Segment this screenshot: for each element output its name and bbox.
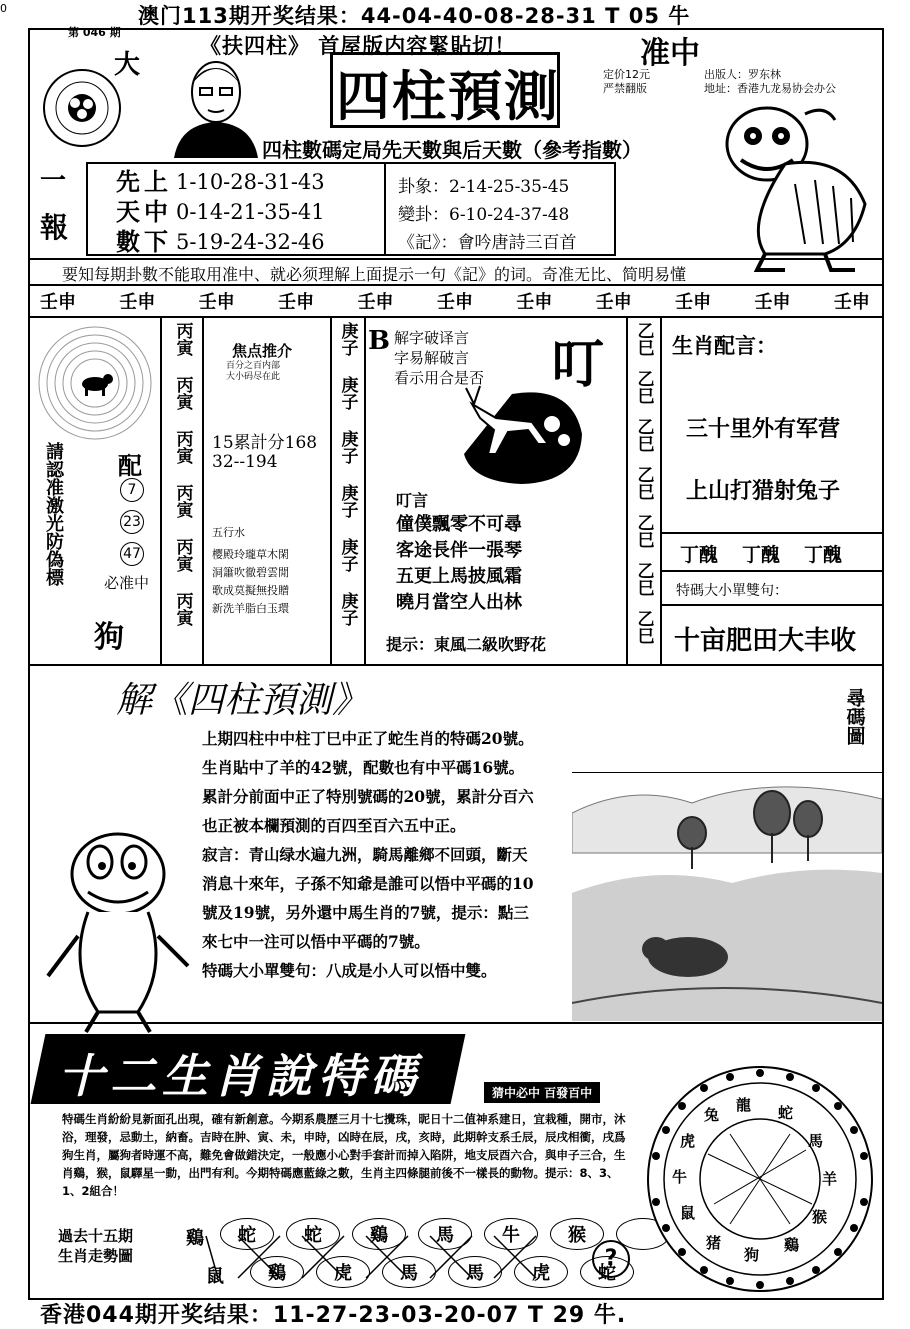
dingchou-item: 丁醜 bbox=[680, 544, 719, 566]
macau-result: 澳门113期开奖结果：44-04-40-08-28-31 T 05 牛 bbox=[138, 4, 691, 28]
must-hit: 必准中 bbox=[104, 574, 150, 592]
trend-item: 馬 bbox=[448, 1256, 502, 1288]
col-divider bbox=[330, 318, 332, 666]
seal-stamp bbox=[42, 68, 122, 148]
gengzi-item: 庚子 bbox=[337, 430, 358, 464]
hk-result: 香港044期开奖结果：11-27-23-03-20-07 T 29 牛. bbox=[40, 1303, 627, 1328]
wheel-label: 龍 bbox=[736, 1096, 752, 1114]
publisher: 出版人：罗东林 bbox=[704, 68, 781, 81]
trend-item: 鷄 bbox=[352, 1218, 406, 1250]
notice-top-rule bbox=[30, 258, 882, 260]
dingchou-item: 丁醜 bbox=[742, 544, 781, 566]
pillar-row bbox=[116, 197, 325, 227]
bottom-tag: 猜中必中 百發百中 bbox=[484, 1082, 600, 1103]
explain-title: 解《四柱預測》 bbox=[116, 680, 369, 721]
focus-poem bbox=[212, 546, 289, 618]
renshen-item: 壬申 bbox=[357, 292, 394, 313]
wheel-label: 牛 bbox=[672, 1168, 688, 1186]
trend-item: 鷄 bbox=[250, 1256, 304, 1288]
lion-dance-image bbox=[705, 94, 880, 274]
explain-line: 寂言：青山绿水遍九洲，騎馬離鄉不回頭，斷天 bbox=[202, 845, 528, 864]
pillar-numbers: 5-19-24-32-46 bbox=[176, 230, 325, 254]
wheel-label: 鷄 bbox=[784, 1236, 800, 1254]
trend-item: 馬 bbox=[418, 1218, 472, 1250]
col-divider bbox=[660, 318, 662, 666]
zodiac-rule bbox=[662, 532, 882, 534]
explain-line: 消息十來年，子孫不知爺是誰可以悟中平碼的10 bbox=[202, 874, 534, 893]
zodiac-rule bbox=[662, 604, 882, 606]
pillar-key: 下 bbox=[144, 227, 168, 256]
page-title: 四柱預測 bbox=[336, 64, 560, 128]
slogan: 《扶四柱》 首屋版内容緊貼切！ bbox=[200, 33, 517, 58]
bingyin-item: 丙寅 bbox=[172, 538, 193, 572]
poem-line: 樱殿玲瓏草木閑 bbox=[212, 548, 289, 561]
dingchou-row bbox=[680, 540, 842, 567]
yisi-item: 乙巳 bbox=[633, 562, 654, 596]
teji-label: 特碼大小單雙句： bbox=[676, 583, 788, 599]
pillar-key: 先 bbox=[116, 167, 140, 196]
pillar-rows bbox=[116, 167, 325, 257]
explain-line: 也正被本欄預測的百四至百六五中正。 bbox=[202, 816, 466, 835]
verse-line: 曉月當空人出林 bbox=[396, 592, 522, 613]
wheel-label: 馬 bbox=[808, 1132, 824, 1150]
ji-line: 《記》：會吟唐詩三百首 bbox=[398, 233, 577, 253]
focus-sub1: 百分之百内部 bbox=[226, 361, 281, 371]
col-divider bbox=[160, 318, 162, 666]
renshen-row bbox=[40, 288, 870, 314]
explain-line: 特碼大小單雙句：八成是小人可以悟中雙。 bbox=[202, 961, 497, 980]
wheel-label: 虎 bbox=[680, 1132, 696, 1150]
renshen-item: 壬申 bbox=[436, 292, 473, 313]
pei-label: 配 bbox=[118, 451, 142, 480]
trend-label-line: 生肖走勢圖 bbox=[58, 1247, 134, 1265]
focus-title: 焦点推介 bbox=[232, 342, 293, 360]
trend-item: 虎 bbox=[514, 1256, 568, 1288]
trend-item: 蛇 bbox=[220, 1218, 274, 1250]
yisi-column bbox=[629, 322, 659, 658]
verse bbox=[396, 512, 522, 616]
riddle-badge: B bbox=[368, 326, 390, 356]
renshen-item: 壬申 bbox=[675, 292, 712, 313]
side-char-big: 大 bbox=[114, 50, 141, 80]
trend-label bbox=[58, 1226, 133, 1266]
poem-line: 歌成莫擬無投贈 bbox=[212, 584, 289, 597]
trend-item: 猴 bbox=[550, 1218, 604, 1250]
issue-number: 第 046 期 bbox=[68, 26, 121, 39]
bingyin-item: 丙寅 bbox=[172, 430, 193, 464]
trend-item: 虎 bbox=[316, 1256, 370, 1288]
notice-bottom-rule bbox=[30, 284, 882, 286]
slogan-tail: 准中 bbox=[640, 36, 700, 71]
dog-zodiac: 狗 bbox=[94, 620, 124, 655]
bottom-body: 特碼生肖紛紛見新面孔出現，確有新創意。今期系農歷三月十七攪珠，昵日十二值神系建日，宜栽種，開市，沐浴，理發，忌動土，納畜。吉時在肿、寅、未，申時，凶時在辰，戌，亥時，此期幹支系壬辰，辰戌相衝，戌爲狗生肖，屬狗者時運不高，難免會做錯決定，一般應小心對手套計而掉入陷阱，地支辰酉六合，與申子三合，生肖鷄，猴，鼠驛星一動，出門有利。今期特碼應藍綠之數，生肖主四條腿前後不一樣長的動物。提示：8、3、1、2組合！ bbox=[62, 1112, 626, 1198]
verse-title: 叮言 bbox=[396, 491, 429, 510]
address: 地址：香港九龙易协会办公 bbox=[704, 82, 836, 95]
bingyin-item: 丙寅 bbox=[172, 484, 193, 518]
wheel-label: 猪 bbox=[706, 1234, 722, 1252]
bingyin-item: 丙寅 bbox=[172, 322, 193, 356]
wheel-label: 鼠 bbox=[680, 1204, 696, 1222]
deer-image bbox=[452, 384, 588, 488]
renshen-item: 壬申 bbox=[278, 292, 315, 313]
gua-numbers: 卦象：2-14-25-35-45 bbox=[398, 177, 570, 197]
portrait-image bbox=[170, 54, 262, 158]
pillar-key: 數 bbox=[116, 227, 140, 256]
wheel-labels bbox=[640, 1064, 880, 1294]
renshen-item: 壬申 bbox=[40, 292, 76, 313]
explain-line: 累計分前面中正了特別號碼的20號，累計分百六 bbox=[202, 787, 534, 806]
trend-item: 馬 bbox=[382, 1256, 436, 1288]
pillar-key: 上 bbox=[144, 167, 168, 196]
teji-line: 十亩肥田大丰收 bbox=[674, 626, 857, 656]
pillar-row bbox=[116, 227, 325, 257]
explain-side: 尋碼圖 bbox=[843, 688, 866, 745]
pei-number: 7 bbox=[120, 478, 144, 502]
col-divider bbox=[364, 318, 366, 666]
yisi-item: 乙巳 bbox=[633, 514, 654, 548]
col-divider bbox=[202, 318, 204, 666]
riddle-line: 解字破译言 bbox=[394, 329, 470, 347]
yisi-item: 乙巳 bbox=[633, 322, 654, 356]
trend-item: 蛇 bbox=[286, 1218, 340, 1250]
renshen-item: 壬申 bbox=[119, 292, 156, 313]
trend-item: 蛇 bbox=[580, 1256, 634, 1288]
verse-line: 僮僕飄零不可尋 bbox=[396, 514, 522, 535]
yisi-item: 乙巳 bbox=[633, 466, 654, 500]
pillar-numbers: 1-10-28-31-43 bbox=[176, 170, 325, 194]
rings-image bbox=[36, 324, 154, 442]
poem-line: 洞簫吹徹碧雲閒 bbox=[212, 566, 289, 579]
bottom-banner-text: 十二生肖說特碼 bbox=[58, 1049, 422, 1103]
notice-line: 要知每期卦數不能取用准中、就必须理解上面提示一句《記》的词。奇准无比、简明易懂 bbox=[62, 265, 687, 284]
riddle-big-char: 叮 bbox=[552, 334, 605, 395]
renshen-item: 壬申 bbox=[198, 292, 235, 313]
wheel-label: 狗 bbox=[744, 1246, 760, 1264]
page-mark: 0 bbox=[0, 2, 7, 15]
explain-line: 上期四柱中中柱丁巳中正了蛇生肖的特碼20號。 bbox=[202, 729, 534, 748]
question-mark: ? bbox=[592, 1240, 630, 1278]
renshen-item: 壬申 bbox=[833, 292, 870, 313]
pei-number: 47 bbox=[120, 542, 144, 566]
gengzi-item: 庚子 bbox=[337, 376, 358, 410]
zodiac-line1: 三十里外有军营 bbox=[686, 417, 841, 442]
zodiac-line2: 上山打猎射兔子 bbox=[686, 479, 841, 504]
gengzi-item: 庚子 bbox=[337, 322, 358, 356]
yisi-item: 乙巳 bbox=[633, 610, 654, 644]
landscape-image bbox=[572, 772, 882, 1021]
explain-line: 生肖貼中了羊的42號，配數也有中平碼16號。 bbox=[202, 758, 525, 777]
pillar-divider bbox=[384, 162, 386, 256]
price: 定价12元 bbox=[603, 68, 650, 81]
wheel-label: 猴 bbox=[812, 1208, 828, 1226]
explain-line: 號及19號，另外還中馬生肖的7號，提示：點三 bbox=[202, 903, 529, 922]
riddle-line: 看示用合是否 bbox=[394, 369, 485, 387]
row2-lead: 鼠 bbox=[206, 1266, 224, 1287]
yisi-item: 乙巳 bbox=[633, 370, 654, 404]
riddle-line: 字易解破言 bbox=[394, 349, 470, 367]
verse-line: 五更上馬披風霜 bbox=[396, 566, 522, 587]
riddle-lines bbox=[394, 328, 484, 388]
renshen-item: 壬申 bbox=[754, 292, 791, 313]
pillar-row bbox=[116, 167, 325, 197]
wheel-label: 蛇 bbox=[778, 1104, 794, 1122]
gengzi-item: 庚子 bbox=[337, 484, 358, 518]
focus-line1: 15累計分168 bbox=[212, 433, 318, 453]
renshen-item: 壬申 bbox=[516, 292, 553, 313]
renshen-item: 壬申 bbox=[595, 292, 632, 313]
renshen-bottom-rule bbox=[30, 316, 882, 318]
pillar-key: 天 bbox=[116, 197, 140, 226]
biangua-numbers: 變卦：6-10-24-37-48 bbox=[398, 205, 570, 225]
middle-bottom-rule bbox=[30, 664, 882, 666]
yisi-item: 乙巳 bbox=[633, 418, 654, 452]
focus-sub2: 大小码尽在此 bbox=[226, 372, 281, 382]
wheel-label: 兔 bbox=[704, 1106, 720, 1124]
bingyin-item: 丙寅 bbox=[172, 376, 193, 410]
zodiac-title: 生肖配言： bbox=[672, 333, 777, 358]
pillar-key: 中 bbox=[144, 197, 168, 226]
side-char-bao: 報 bbox=[40, 211, 69, 244]
gengzi-item: 庚子 bbox=[337, 592, 358, 626]
col-divider bbox=[626, 318, 628, 666]
side-char-one: 一 bbox=[40, 166, 67, 196]
cartoon-image bbox=[38, 816, 198, 1036]
explain-bottom-rule bbox=[30, 1022, 882, 1024]
zodiac-rule bbox=[662, 570, 882, 572]
pei-number: 23 bbox=[120, 510, 144, 534]
trend-row2 bbox=[250, 1256, 634, 1288]
verse-line: 客途長伴一張琴 bbox=[396, 540, 522, 561]
dingchou-item: 丁醜 bbox=[804, 544, 843, 566]
focus-poem-title: 五行水 bbox=[212, 526, 245, 539]
no-copy: 严禁翻版 bbox=[603, 82, 647, 95]
gengzi-column bbox=[333, 322, 363, 646]
explain-body bbox=[202, 724, 572, 985]
poem-line: 新洗羊脂白玉環 bbox=[212, 602, 289, 615]
gengzi-item: 庚子 bbox=[337, 538, 358, 572]
explain-line: 來七中一注可以悟中平碼的7號。 bbox=[202, 932, 430, 951]
bingyin-column bbox=[166, 322, 200, 646]
row1-lead: 鷄 bbox=[186, 1228, 204, 1249]
pillar-intro: 四柱數碼定局先天數與后天數（參考指數） bbox=[262, 138, 642, 162]
bingyin-item: 丙寅 bbox=[172, 592, 193, 626]
focus-line2: 32--194 bbox=[212, 452, 278, 472]
riddle-hint: 提示：東風二級吹野花 bbox=[386, 635, 547, 654]
trend-label-line: 過去十五期 bbox=[58, 1227, 134, 1245]
anti-fake-text: 請認准激光防偽標 bbox=[43, 442, 64, 586]
pei-numbers bbox=[120, 478, 144, 566]
trend-item: 牛 bbox=[484, 1218, 538, 1250]
pillar-numbers: 0-14-21-35-41 bbox=[176, 200, 325, 224]
wheel-label: 羊 bbox=[822, 1170, 838, 1188]
